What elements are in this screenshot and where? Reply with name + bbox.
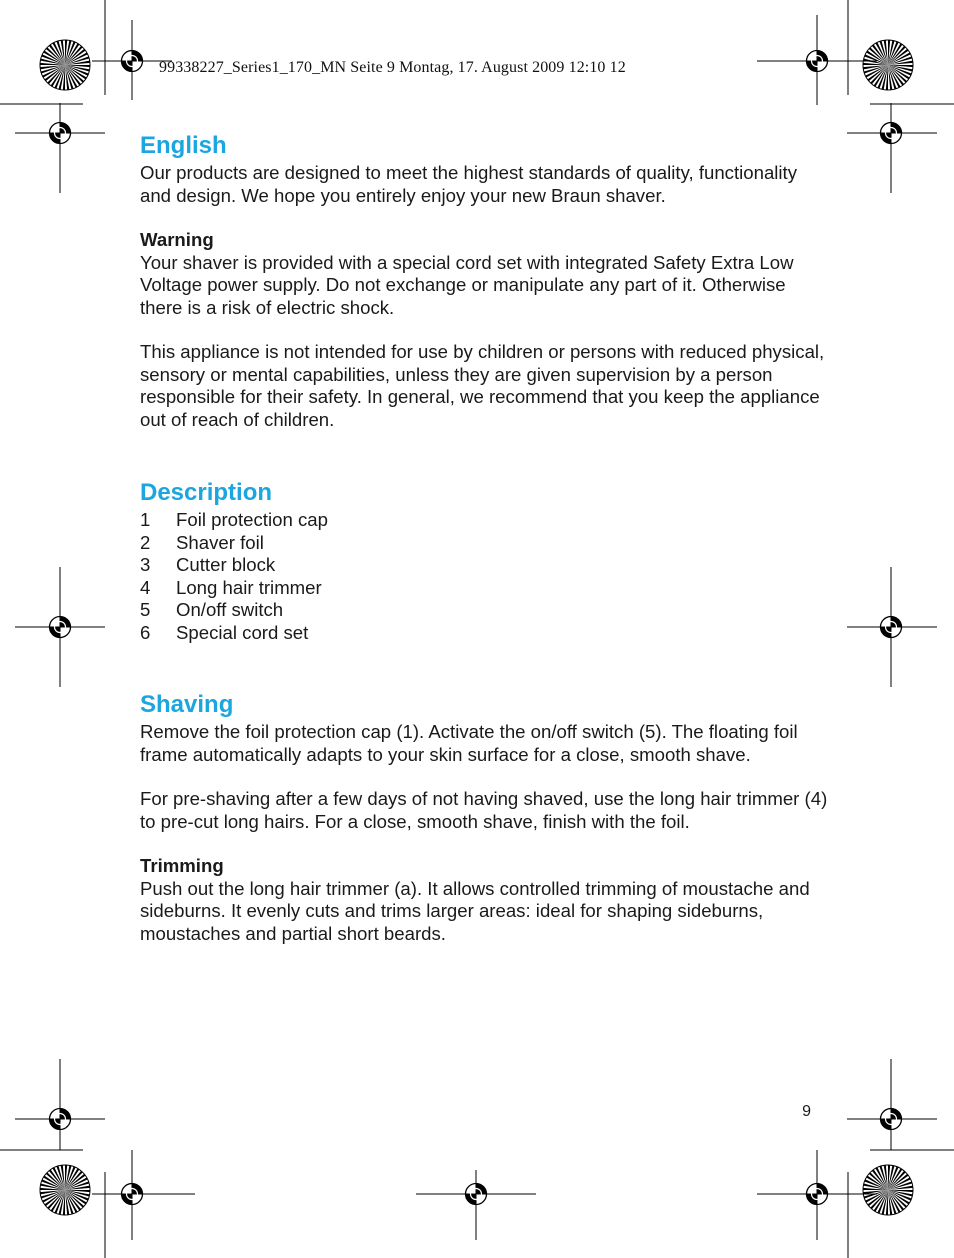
starburst-registration-icon bbox=[863, 40, 913, 90]
section-shaving bbox=[140, 689, 830, 945]
trimming-title: Trimming bbox=[140, 855, 224, 876]
page-number: 9 bbox=[802, 1103, 811, 1120]
list-item: 2 Shaver foil bbox=[140, 531, 264, 553]
list-item: 4 Long hair trimmer bbox=[140, 576, 322, 598]
list-item: 1 Foil protection cap bbox=[140, 509, 328, 530]
intro-paragraph: Our products are designed to meet the highest standards of quality, functionality and design. We hope you entirely enjoy your new Braun shaver. bbox=[140, 162, 798, 206]
shaving-paragraph-2: For pre-shaving after a few days of not having shaved, use the long hair trimmer (4) to pre-cut long hairs. For a close, smooth shave, finish with the foil. bbox=[140, 788, 828, 832]
starburst-registration-icon bbox=[40, 1165, 90, 1215]
starburst-registration-icon bbox=[863, 1165, 913, 1215]
parts-list bbox=[140, 509, 830, 644]
starburst-registration-icon bbox=[40, 40, 90, 90]
shaving-paragraph-1: Remove the foil protection cap (1). Activate the on/off switch (5). The floating foil frame automatically adapts to your skin surface for a close, smooth shave. bbox=[140, 721, 798, 765]
list-item: 6 Special cord set bbox=[140, 621, 309, 643]
list-item: 3 Cutter block bbox=[140, 554, 276, 575]
trimming-paragraph: Push out the long hair trimmer (a). It allows controlled trimming of moustache and sideburns. It evenly cuts and trims larger areas: ideal for shaping sideburns, moustaches and partial short beards. bbox=[140, 877, 810, 944]
heading-shaving: Shaving bbox=[140, 691, 234, 718]
section-description bbox=[140, 477, 830, 644]
warning-title: Warning bbox=[140, 229, 214, 250]
heading-english: English bbox=[140, 132, 227, 159]
heading-description: Description bbox=[140, 479, 273, 506]
section-english bbox=[140, 130, 830, 431]
children-paragraph: This appliance is not intended for use by children or persons with reduced physical, sensory or mental capabilities, unless they are given supervision by a person responsible for their safety. In general, we recommend that you keep the appliance out of reach of children. bbox=[140, 341, 825, 430]
list-item: 5 On/off switch bbox=[140, 599, 284, 620]
print-slug: 99338227_Series1_170_MN Seite 9 Montag, 17. August 2009 12:10 12 bbox=[159, 59, 626, 76]
warning-paragraph: Your shaver is provided with a special cord set with integrated Safety Extra Low Voltage power supply. Do not exchange or manipulate any part of it. Otherwise there is a risk of electric shock. bbox=[140, 251, 794, 318]
page-content bbox=[140, 130, 830, 945]
